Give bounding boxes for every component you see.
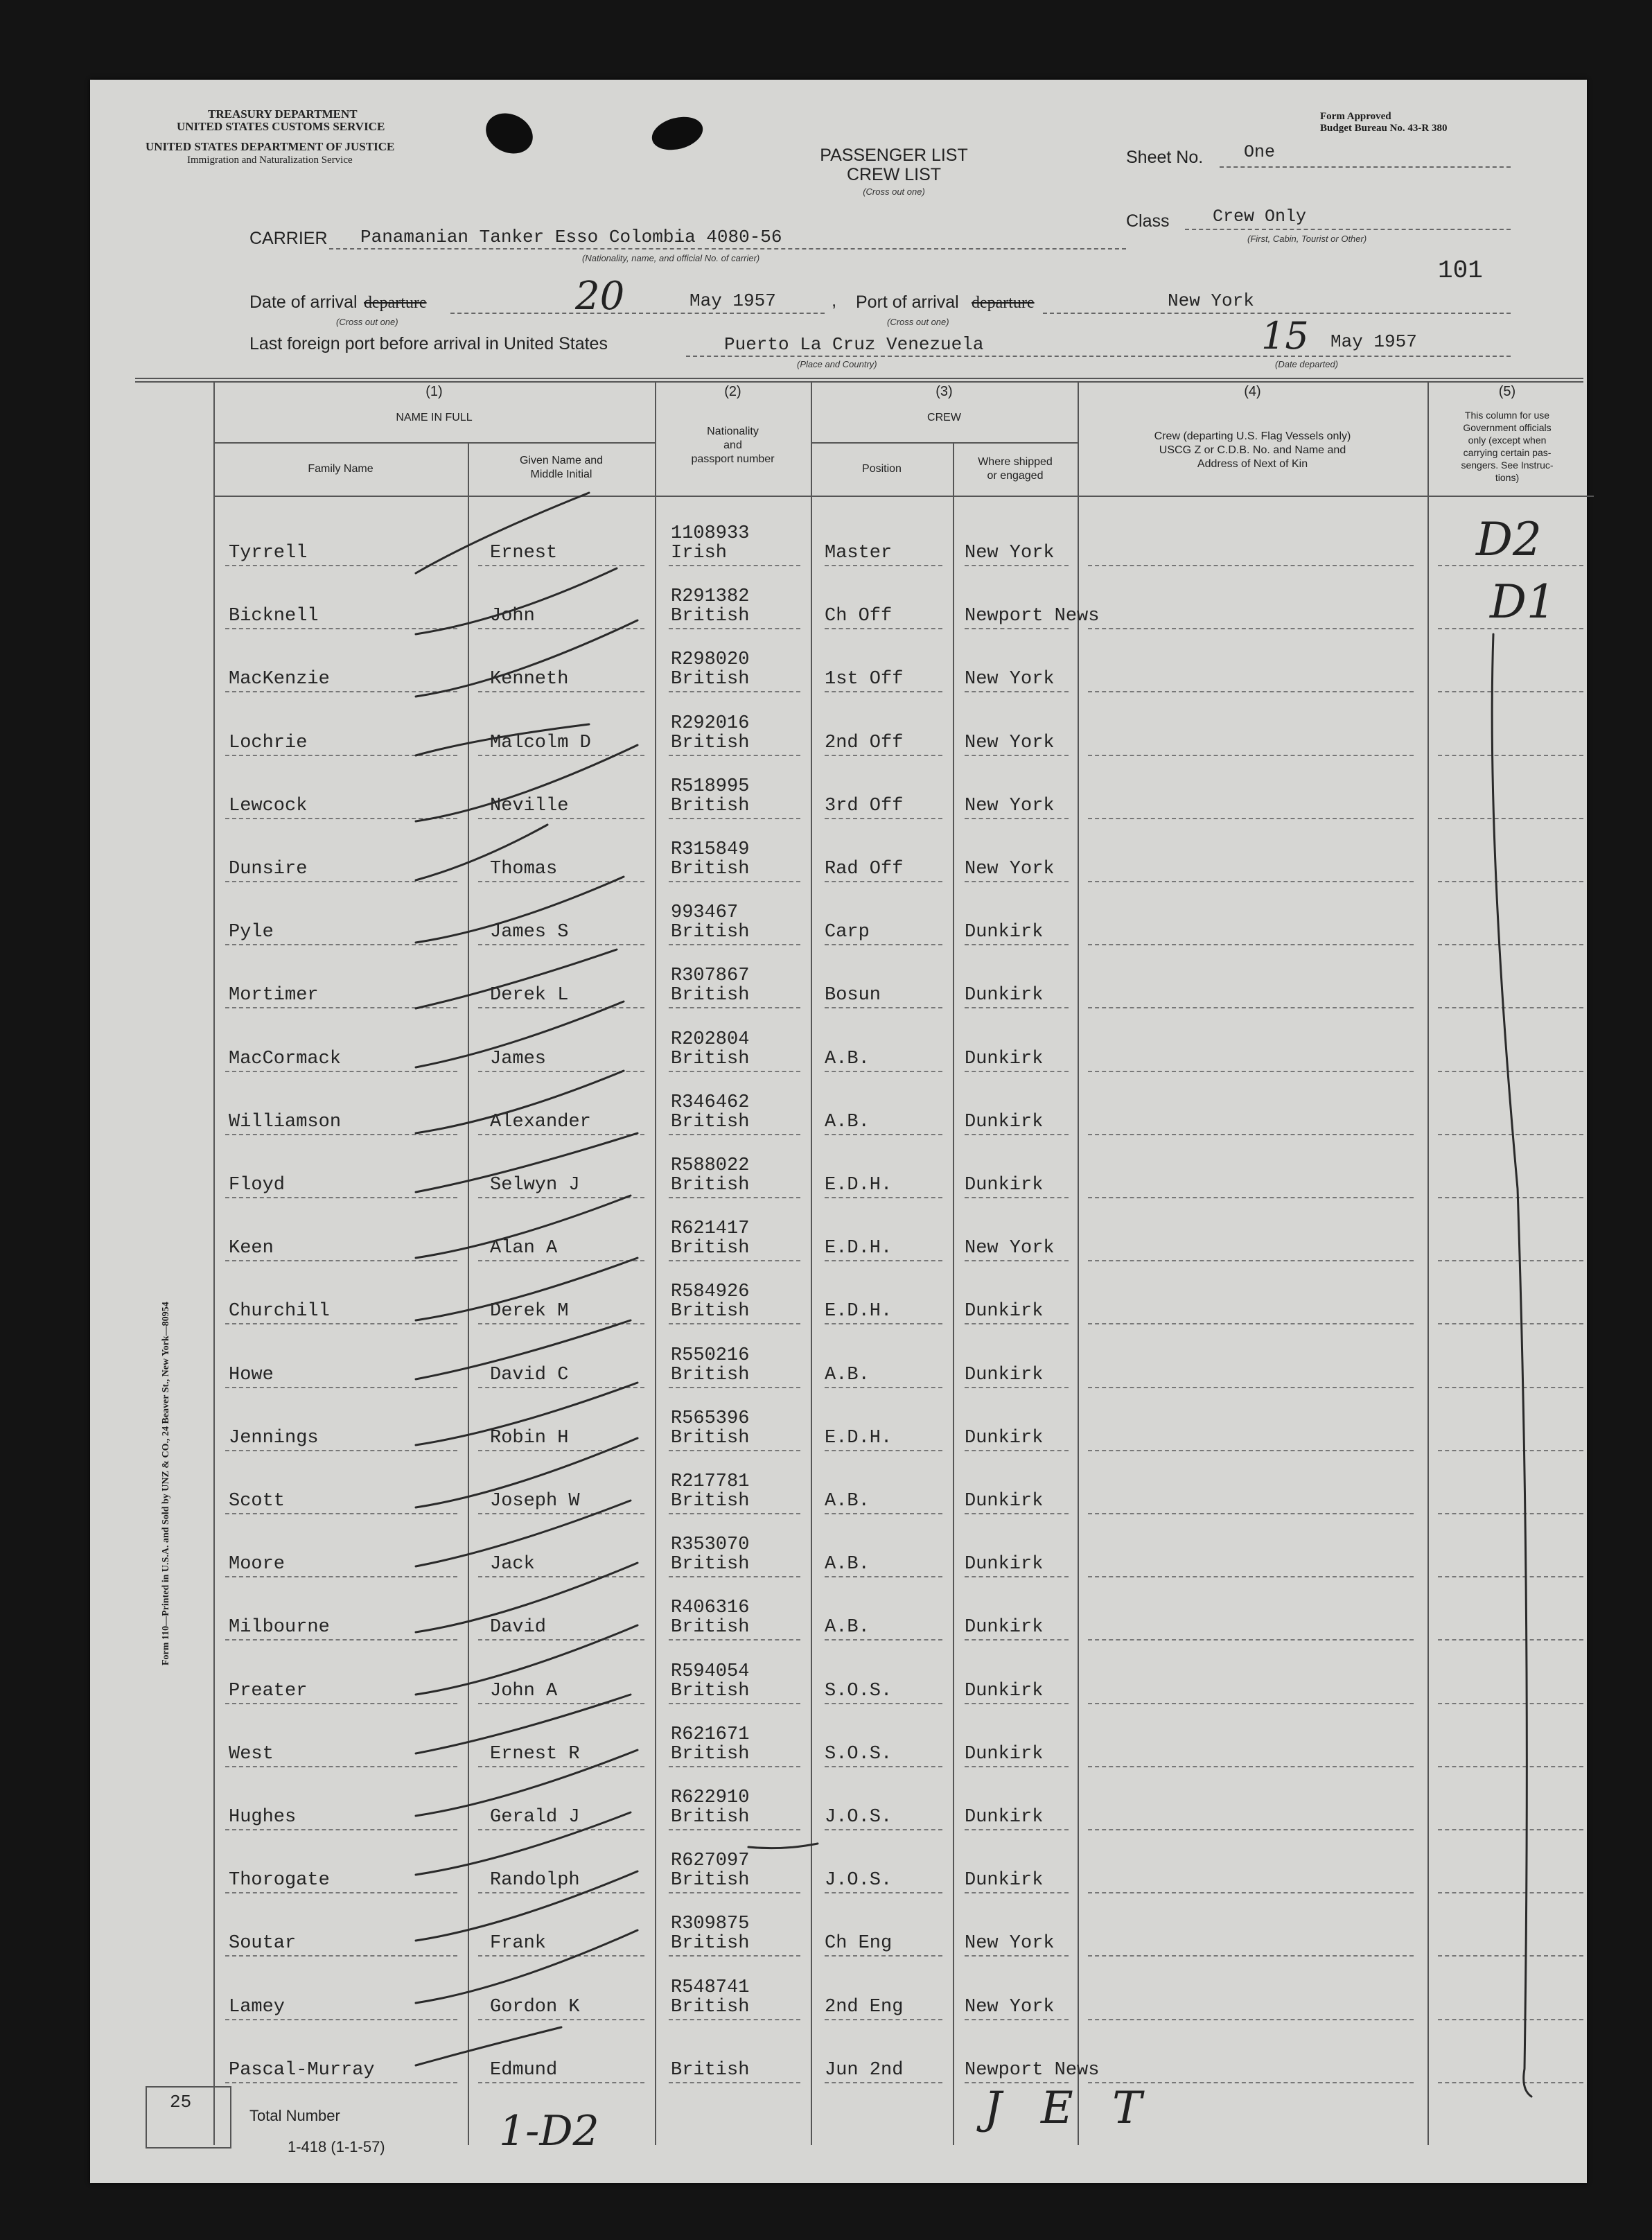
crew-given-name: Gordon K	[490, 1996, 580, 2018]
crew-given-name: Malcolm D	[490, 732, 591, 753]
crew-given-name: Gerald J	[490, 1807, 580, 1828]
crew-given-name: James S	[490, 922, 569, 943]
crew-passport-number: 1108933	[671, 523, 750, 544]
crew-family-name: Scott	[229, 1491, 285, 1512]
col-next-of-kin: Crew (departing U.S. Flag Vessels only) USCG Z or C.D.B. No. and Name and Address of Next of Kin	[1154, 430, 1351, 470]
crew-passport-number: R298020	[671, 649, 750, 671]
col3-number: (3)	[935, 384, 953, 399]
port-struck-word: departure	[972, 294, 1035, 312]
crew-passport-number: R346462	[671, 1092, 750, 1113]
crew-given-name: Derek M	[490, 1301, 569, 1322]
crew-family-name: Jennings	[229, 1427, 319, 1449]
crew-position: Ch Off	[825, 606, 893, 627]
crew-family-name: Preater	[229, 1680, 308, 1701]
crew-passport-number: R309875	[671, 1914, 750, 1935]
arrival-struck-word: departure	[364, 294, 427, 312]
crew-nationality: British	[671, 1111, 750, 1132]
crew-family-name: Mortimer	[229, 985, 319, 1006]
crew-position: 1st Off	[825, 669, 904, 690]
crew-family-name: Tyrrell	[229, 543, 308, 563]
crew-nationality: British	[671, 732, 750, 753]
crew-nationality: British	[671, 985, 750, 1006]
crew-family-name: Pascal-Murray	[229, 2059, 375, 2081]
crew-family-name: Howe	[229, 1364, 274, 1385]
crew-passport-number: R353070	[671, 1534, 750, 1556]
crew-position: 2nd Eng	[825, 1996, 904, 2018]
crew-passport-number: R217781	[671, 1471, 750, 1492]
crew-passport-number: R594054	[671, 1661, 750, 1682]
crew-position: J.O.S.	[825, 1870, 893, 1891]
crew-given-name: Randolph	[490, 1870, 580, 1891]
crew-position: Jun 2nd	[825, 2059, 904, 2081]
crew-family-name: Keen	[229, 1238, 274, 1259]
arrival-note: (Cross out one)	[336, 317, 398, 327]
crew-passport-number: R627097	[671, 1850, 750, 1872]
departed-month-year: May 1957	[1330, 331, 1417, 352]
crew-position: A.B.	[825, 1048, 870, 1069]
col-family-name: Family Name	[308, 463, 374, 475]
crew-position: S.O.S.	[825, 1743, 893, 1765]
crew-given-name: Frank	[490, 1933, 547, 1954]
crew-family-name: Williamson	[229, 1111, 342, 1132]
title-passenger-list: PASSENGER LIST	[820, 146, 968, 165]
port-value: New York	[1168, 290, 1254, 311]
crew-family-name: Thorogate	[229, 1870, 330, 1891]
arrival-month-year: May 1957	[689, 290, 776, 311]
crew-position: A.B.	[825, 1617, 870, 1638]
stamp-number: 101	[1438, 256, 1483, 285]
crew-family-name: West	[229, 1743, 274, 1765]
crew-given-name: John A	[490, 1680, 558, 1701]
crew-given-name: Ernest R	[490, 1743, 580, 1765]
budget-bureau-no: Budget Bureau No. 43-R 380	[1320, 123, 1448, 134]
crew-given-name: Neville	[490, 795, 569, 816]
crew-where-shipped: New York	[965, 543, 1055, 563]
crew-nationality: British	[671, 1364, 750, 1385]
crew-nationality: British	[671, 922, 750, 943]
crew-nationality: British	[671, 1617, 750, 1638]
crew-nationality: British	[671, 1870, 750, 1891]
crew-position: Ch Eng	[825, 1933, 893, 1954]
crew-position: S.O.S.	[825, 1680, 893, 1701]
crew-where-shipped: New York	[965, 669, 1055, 690]
carrier-note: (Nationality, name, and official No. of carrier)	[582, 253, 760, 263]
arrival-comma: ,	[832, 290, 837, 310]
crew-family-name: Dunsire	[229, 859, 308, 880]
crew-nationality: British	[671, 1301, 750, 1322]
handwritten-marks	[90, 80, 1587, 2183]
crew-passport-number: R307867	[671, 965, 750, 987]
crew-position: A.B.	[825, 1491, 870, 1512]
crew-nationality: British	[671, 669, 750, 690]
crew-family-name: Churchill	[229, 1301, 330, 1322]
title-crew-list: CREW LIST	[846, 165, 942, 184]
crew-where-shipped: Dunkirk	[965, 1048, 1044, 1069]
crew-given-name: Ernest	[490, 543, 558, 563]
total-count: 25	[170, 2092, 192, 2112]
crew-family-name: Lamey	[229, 1996, 285, 2018]
crew-nationality: British	[671, 1238, 750, 1259]
crew-nationality: British	[671, 1996, 750, 2018]
crew-family-name: Lewcock	[229, 795, 308, 816]
last-port-label: Last foreign port before arrival in United States	[249, 334, 608, 353]
crew-given-name: Thomas	[490, 859, 558, 880]
sheet-label: Sheet No.	[1126, 148, 1204, 167]
crew-position: Carp	[825, 922, 870, 943]
crew-where-shipped: Dunkirk	[965, 1617, 1044, 1638]
crew-given-name: Robin H	[490, 1427, 569, 1449]
crew-position: 2nd Off	[825, 732, 904, 753]
crew-position: E.D.H.	[825, 1301, 893, 1322]
crew-where-shipped: New York	[965, 859, 1055, 880]
form-approved: Form Approved	[1320, 111, 1391, 122]
crew-given-name: Alan A	[490, 1238, 558, 1259]
crew-passport-number: R622910	[671, 1787, 750, 1808]
crew-nationality: British	[671, 1743, 750, 1765]
crew-position: Rad Off	[825, 859, 904, 880]
crew-family-name: Floyd	[229, 1175, 285, 1196]
form-number: 1-418 (1-1-57)	[288, 2138, 385, 2155]
col1-title: NAME IN FULL	[396, 412, 473, 423]
crew-where-shipped: Dunkirk	[965, 1870, 1044, 1891]
crew-family-name: MacCormack	[229, 1048, 342, 1069]
col-position: Position	[862, 463, 902, 475]
col3-title: CREW	[927, 412, 961, 423]
crew-family-name: Moore	[229, 1554, 285, 1575]
crew-list-document	[90, 80, 1587, 2183]
crew-nationality: British	[671, 2059, 750, 2081]
crew-family-name: Pyle	[229, 922, 274, 943]
crew-family-name: Milbourne	[229, 1617, 330, 1638]
crew-nationality: British	[671, 1554, 750, 1575]
crew-nationality: British	[671, 606, 750, 627]
crew-where-shipped: Dunkirk	[965, 1427, 1044, 1449]
carrier-label: CARRIER	[249, 229, 328, 248]
side-mark-d1: D1	[1490, 575, 1556, 629]
crew-given-name: Kenneth	[490, 669, 569, 690]
bottom-annotation: 1-D2	[499, 2107, 599, 2155]
crew-given-name: Alexander	[490, 1111, 591, 1132]
col2-number: (2)	[724, 384, 741, 399]
crew-passport-number: R292016	[671, 712, 750, 734]
crew-given-name: John	[490, 606, 535, 627]
crew-where-shipped: New York	[965, 1933, 1055, 1954]
col-given-name: Given Name and Middle Initial	[519, 455, 604, 480]
crew-position: 3rd Off	[825, 795, 904, 816]
crew-where-shipped: Dunkirk	[965, 1680, 1044, 1701]
crew-nationality: British	[671, 795, 750, 816]
crew-family-name: Bicknell	[229, 606, 319, 627]
crew-passport-number: R550216	[671, 1345, 750, 1366]
crew-where-shipped: Dunkirk	[965, 1175, 1044, 1196]
crew-where-shipped: Dunkirk	[965, 922, 1044, 943]
crew-given-name: Joseph W	[490, 1491, 580, 1512]
class-note: (First, Cabin, Tourist or Other)	[1247, 234, 1367, 244]
port-label: Port of arrival	[856, 292, 959, 312]
last-port-note: (Place and Country)	[797, 359, 877, 369]
crew-where-shipped: New York	[965, 732, 1055, 753]
crew-passport-number: R406316	[671, 1598, 750, 1619]
crew-family-name: Lochrie	[229, 732, 308, 753]
crew-nationality: British	[671, 1048, 750, 1069]
crew-where-shipped: Newport News	[965, 606, 1100, 627]
crew-nationality: British	[671, 859, 750, 880]
crew-nationality: Irish	[671, 543, 728, 563]
crew-given-name: Jack	[490, 1554, 535, 1575]
crew-passport-number: R621671	[671, 1724, 750, 1745]
crew-given-name: Selwyn J	[490, 1175, 580, 1196]
crew-passport-number: R202804	[671, 1029, 750, 1050]
crew-given-name: Edmund	[490, 2059, 558, 2081]
agency-line-4: Immigration and Naturalization Service	[187, 155, 353, 166]
crew-passport-number: R291382	[671, 586, 750, 608]
crew-where-shipped: Dunkirk	[965, 1364, 1044, 1385]
carrier-value: Panamanian Tanker Esso Colombia 4080-56	[360, 227, 782, 247]
crew-family-name: Soutar	[229, 1933, 297, 1954]
col-officials-use: This column for use Government officials only (except when carrying certain pas- sengers. See Instruc- tions)	[1461, 410, 1554, 483]
departed-note: (Date departed)	[1275, 359, 1339, 369]
side-imprint: Form 110—Printed in U.S.A. and Sold by UNZ & CO., 24 Beaver St., New York—80954	[161, 1302, 171, 1665]
crew-position: E.D.H.	[825, 1238, 893, 1259]
crew-position: J.O.S.	[825, 1807, 893, 1828]
col-where-shipped: Where shipped or engaged	[978, 456, 1053, 482]
last-port-value: Puerto La Cruz Venezuela	[724, 334, 984, 355]
crew-position: Bosun	[825, 985, 881, 1006]
crew-passport-number: 993467	[671, 902, 739, 924]
crew-nationality: British	[671, 1680, 750, 1701]
title-note: (Cross out one)	[863, 186, 925, 197]
crew-where-shipped: Dunkirk	[965, 1111, 1044, 1132]
crew-nationality: British	[671, 1427, 750, 1449]
agency-line-3: UNITED STATES DEPARTMENT OF JUSTICE	[146, 140, 395, 153]
crew-where-shipped: New York	[965, 795, 1055, 816]
crew-nationality: British	[671, 1175, 750, 1196]
arrival-label: Date of arrival	[249, 292, 358, 312]
agency-line-1: TREASURY DEPARTMENT	[208, 107, 358, 121]
crew-where-shipped: New York	[965, 1996, 1055, 2018]
crew-given-name: David C	[490, 1364, 569, 1385]
crew-passport-number: R565396	[671, 1408, 750, 1429]
crew-position: E.D.H.	[825, 1175, 893, 1196]
crew-position: E.D.H.	[825, 1427, 893, 1449]
crew-passport-number: R548741	[671, 1977, 750, 1998]
agency-line-2: UNITED STATES CUSTOMS SERVICE	[177, 120, 385, 133]
port-note: (Cross out one)	[887, 317, 949, 327]
crew-family-name: Hughes	[229, 1807, 297, 1828]
crew-passport-number: R584926	[671, 1281, 750, 1303]
col-nationality: Nationality and passport number	[691, 426, 775, 465]
crew-nationality: British	[671, 1491, 750, 1512]
crew-family-name: MacKenzie	[229, 669, 330, 690]
total-label: Total Number	[249, 2107, 340, 2124]
crew-where-shipped: Dunkirk	[965, 1807, 1044, 1828]
col1-number: (1)	[425, 384, 443, 399]
crew-passport-number: R621417	[671, 1218, 750, 1240]
col5-number: (5)	[1498, 384, 1516, 399]
arrival-day: 20	[575, 274, 625, 319]
crew-position: A.B.	[825, 1111, 870, 1132]
sheet-value: One	[1244, 142, 1276, 162]
crew-where-shipped: Dunkirk	[965, 1554, 1044, 1575]
crew-where-shipped: Newport News	[965, 2059, 1100, 2081]
crew-passport-number: R518995	[671, 776, 750, 797]
crew-passport-number: R588022	[671, 1155, 750, 1176]
crew-given-name: Derek L	[490, 985, 569, 1006]
crew-where-shipped: New York	[965, 1238, 1055, 1259]
crew-given-name: David	[490, 1617, 547, 1638]
crew-given-name: James	[490, 1048, 547, 1069]
class-value: Crew Only	[1213, 207, 1307, 227]
crew-nationality: British	[671, 1807, 750, 1828]
side-mark-d2: D2	[1476, 513, 1542, 566]
col4-number: (4)	[1244, 384, 1261, 399]
crew-nationality: British	[671, 1933, 750, 1954]
crew-passport-number: R315849	[671, 839, 750, 860]
crew-where-shipped: Dunkirk	[965, 985, 1044, 1006]
crew-position: A.B.	[825, 1364, 870, 1385]
crew-where-shipped: Dunkirk	[965, 1301, 1044, 1322]
crew-position: Master	[825, 543, 893, 563]
master-signature: J E T	[984, 2083, 1154, 2134]
departed-day: 15	[1261, 314, 1309, 358]
crew-where-shipped: Dunkirk	[965, 1743, 1044, 1765]
crew-where-shipped: Dunkirk	[965, 1491, 1044, 1512]
crew-position: A.B.	[825, 1554, 870, 1575]
class-label: Class	[1126, 211, 1170, 231]
